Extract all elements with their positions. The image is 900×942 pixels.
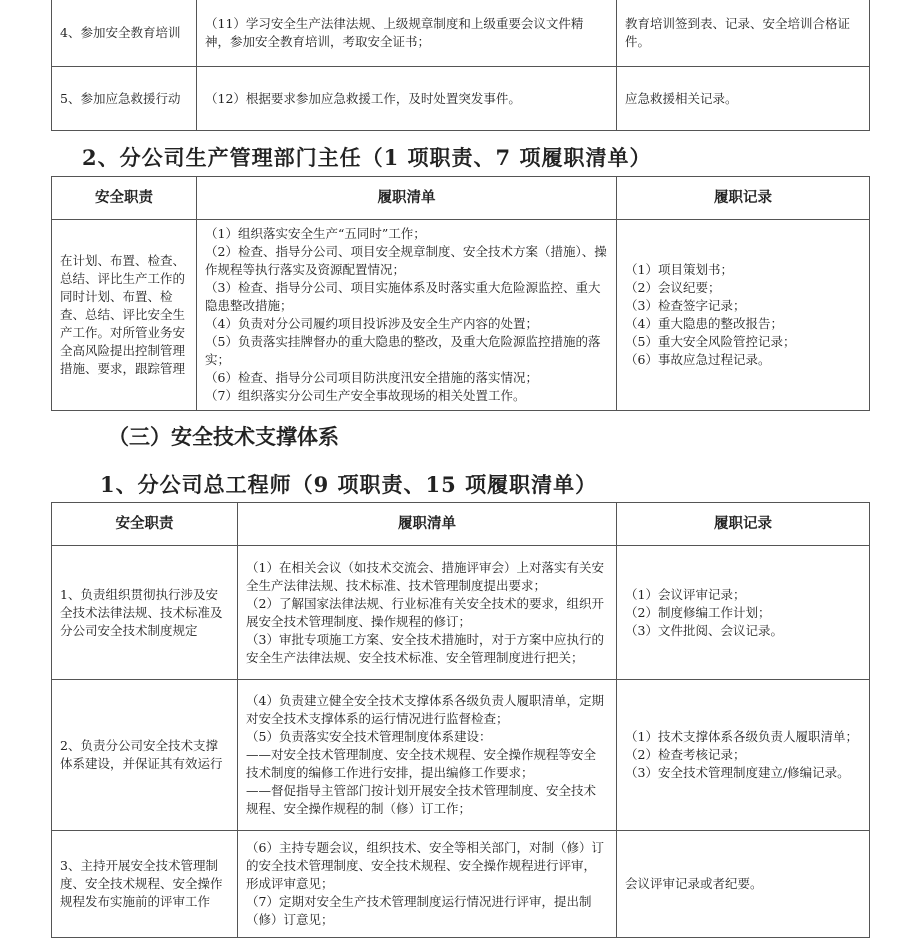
record-item: （3）安全技术管理制度建立/修编记录。 bbox=[625, 765, 850, 780]
table-row bbox=[52, 831, 870, 938]
table-section3 bbox=[51, 502, 870, 938]
list-item: （7）定期对安全生产技术管理制度运行情况进行评审，提出制（修）订意见； bbox=[246, 894, 592, 927]
record-cell: 应急救援相关记录。 bbox=[617, 67, 870, 131]
list-item: （2）检查、指导分公司、项目安全规章制度、安全技术方案（措施）、操作规程等执行落实及资源配置情况； bbox=[205, 244, 607, 277]
record-item: （6）事故应急过程记录。 bbox=[625, 352, 771, 367]
col-header-record: 履职记录 bbox=[617, 503, 870, 546]
record-cell bbox=[617, 680, 870, 831]
record-item: （3）检查签字记录； bbox=[625, 298, 746, 313]
list-item: （5）负责落实挂牌督办的重大隐患的整改，及重大危险源监控措施的落实； bbox=[205, 334, 601, 367]
list-item: （6）检查、指导分公司项目防洪度汛安全措施的落实情况； bbox=[205, 370, 538, 385]
list-cell bbox=[197, 220, 617, 411]
table-row bbox=[52, 546, 870, 680]
list-item: （1）在相关会议（如技术交流会、措施评审会）上对落实有关安全生产法律法规、技术标准、技术管理制度提出要求； bbox=[246, 559, 604, 593]
col-header-list: 履职清单 bbox=[238, 503, 617, 546]
record-cell bbox=[617, 831, 870, 938]
record-item: （2）会议纪要； bbox=[625, 280, 721, 295]
list-item: ——对安全技术管理制度、安全技术规程、安全操作规程等安全技术制度的编修工作进行安排，提出编修工作要求； bbox=[246, 747, 597, 780]
col-header-record: 履职记录 bbox=[617, 177, 870, 220]
table-row bbox=[52, 220, 870, 411]
record-item: 会议评审记录或者纪要。 bbox=[625, 876, 763, 891]
record-item: （1）会议评审记录； bbox=[625, 586, 746, 602]
list-item: （3）审批专项施工方案、安全技术措施时，对于方案中应执行的安全生产法律法规、安全技术标准、安全管理制度进行把关； bbox=[246, 631, 604, 665]
record-cell bbox=[617, 220, 870, 411]
record-item: （1）项目策划书； bbox=[625, 262, 733, 277]
record-item: （3）文件批阅、会议记录。 bbox=[625, 622, 783, 638]
table-row bbox=[52, 680, 870, 831]
list-item: （2）了解国家法律法规、行业标准有关安全技术的要求，组织开展安全技术管理制度、操作规程的修订； bbox=[246, 595, 604, 629]
table-top bbox=[51, 0, 870, 131]
record-item: （5）重大安全风险管控记录； bbox=[625, 334, 796, 349]
list-item: （4）负责建立健全安全技术支撑体系各级负责人履职清单，定期对安全技术支撑体系的运行情况进行监督检查； bbox=[246, 693, 604, 726]
list-item: （4）负责对分公司履约项目投诉涉及安全生产内容的处置； bbox=[205, 316, 538, 331]
duty-cell: 在计划、布置、检查、总结、评比生产工作的同时计划、布置、检查、总结、评比安全生产工作。对所管业务安全高风险提出控制管理措施、要求，跟踪管理 bbox=[52, 220, 197, 411]
list-item: （5）负责落实安全技术管理制度体系建设： bbox=[246, 729, 492, 744]
record-item: （2）检查考核记录； bbox=[625, 747, 746, 762]
list-cell: （11）学习安全生产法律法规、上级规章制度和上级重要会议文件精神，参加安全教育培训，考取安全证书； bbox=[197, 0, 617, 67]
record-item: （4）重大隐患的整改报告； bbox=[625, 316, 783, 331]
duty-cell: 4、参加安全教育培训 bbox=[52, 0, 197, 67]
list-cell: （12）根据要求参加应急救援工作，及时处置突发事件。 bbox=[197, 67, 617, 131]
section3-heading: （三）安全技术支撑体系 bbox=[108, 424, 339, 449]
col-header-list: 履职清单 bbox=[197, 177, 617, 220]
list-item: （7）组织落实分公司生产安全事故现场的相关处置工作。 bbox=[205, 388, 526, 403]
duty-cell: 1、负责组织贯彻执行涉及安全技术法律法规、技术标准及分公司安全技术制度规定 bbox=[52, 546, 238, 680]
col-header-duty: 安全职责 bbox=[52, 503, 238, 546]
record-cell: 教育培训签到表、记录、安全培训合格证件。 bbox=[617, 0, 870, 67]
duty-cell: 5、参加应急救援行动 bbox=[52, 67, 197, 131]
table-row bbox=[52, 0, 870, 67]
table-section2 bbox=[51, 176, 870, 411]
table-header-row bbox=[52, 503, 870, 546]
record-item: （1）技术支撑体系各级负责人履职清单； bbox=[625, 729, 858, 744]
list-cell bbox=[238, 546, 617, 680]
list-item: ——督促指导主管部门按计划开展安全技术管理制度、安全技术规程、安全操作规程的制（修）订工作； bbox=[246, 783, 597, 816]
duty-cell: 2、负责分公司安全技术支撑体系建设，并保证其有效运行 bbox=[52, 680, 238, 831]
section3-sub-heading: 1、分公司总工程师（9 项职责、15 项履职清单） bbox=[100, 472, 598, 497]
record-cell bbox=[617, 546, 870, 680]
table-header-row bbox=[52, 177, 870, 220]
col-header-duty: 安全职责 bbox=[52, 177, 197, 220]
list-item: （3）检查、指导分公司、项目实施体系及时落实重大危险源监控、重大隐患整改措施； bbox=[205, 280, 601, 313]
section2-heading: 2、分公司生产管理部门主任（1 项职责、7 项履职清单） bbox=[82, 145, 652, 170]
list-item: （1）组织落实安全生产“五同时”工作； bbox=[205, 226, 426, 241]
table-row bbox=[52, 67, 870, 131]
list-cell bbox=[238, 680, 617, 831]
list-cell bbox=[238, 831, 617, 938]
record-item: （2）制度修编工作计划； bbox=[625, 604, 771, 620]
duty-cell: 3、主持开展安全技术管理制度、安全技术规程、安全操作规程发布实施前的评审工作 bbox=[52, 831, 238, 938]
list-item: （6）主持专题会议，组织技术、安全等相关部门，对制（修）订的安全技术管理制度、安全技术规程、安全操作规程进行评审，形成评审意见； bbox=[246, 840, 604, 891]
